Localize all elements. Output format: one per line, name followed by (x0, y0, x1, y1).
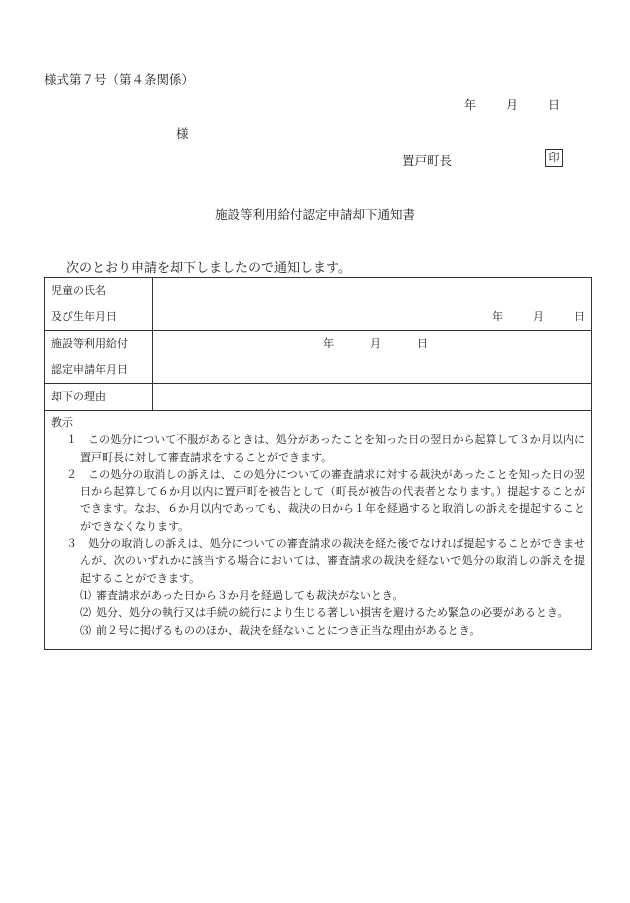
child-value-cell (153, 278, 592, 331)
table-row-reason (45, 384, 592, 411)
date-day-label: 日 (547, 98, 560, 112)
child-label-cell (45, 278, 153, 331)
app-day-label: 日 (417, 337, 428, 350)
reason-label-cell (45, 384, 153, 411)
notes-item-3: ３ 処分の取消しの訴えは、処分についての審査請求の裁決を経た後でなければ提起することができませんが、次のいずれかに該当する場合においては、審査請求の裁決を経ないで処分の取消しの訴えを提起することができます。 (66, 537, 585, 585)
application-label-line2: 認定申請年月日 (51, 363, 128, 376)
date-year-label: 年 (463, 98, 476, 112)
sub-item-text: 前２号に掲げるもののほか、裁決を経ないことにつき正当な理由があるとき。 (96, 623, 481, 637)
application-label-line1: 施設等利用給付 (51, 337, 128, 350)
intro-text: 次のとおり申請を却下しましたので通知します。 (66, 261, 351, 276)
sub-item-mark: ⑶ (80, 623, 91, 637)
sub-item-mark: ⑵ (80, 606, 91, 620)
child-name-label: 児童の氏名 (51, 284, 106, 297)
application-value-cell (153, 331, 592, 384)
app-month-label: 月 (370, 337, 381, 350)
seal-mark: 印 (545, 149, 563, 167)
sub-item-mark: ⑴ (80, 588, 91, 602)
date-month-label: 月 (505, 98, 518, 112)
table-row-child (45, 278, 592, 331)
notes-item-2: ２ この処分の取消しの訴えは、この処分についての審査請求に対する裁決があったことを知った日の翌日から起算して６か月以内に置戸町を被告として（町長が被告の代表者となります。）提起することができます。なお、６か月以内であっても、裁決の日から１年を経過すると取消しの訴えを提起することができなくなります。 (66, 467, 586, 533)
child-dob-label: 及び生年月日 (51, 310, 117, 323)
reason-label: 却下の理由 (51, 390, 106, 403)
addressee-suffix: 様 (176, 126, 189, 141)
sender-name: 置戸町長 (402, 153, 453, 168)
notes-sub-item-1 (51, 587, 585, 604)
child-name-value (153, 278, 591, 304)
notes-sub-item-3 (51, 622, 585, 639)
app-year-label: 年 (323, 337, 334, 350)
reason-value-cell (153, 384, 592, 411)
notes-item-1: １ この処分について不服があるときは、処分があったことを知った日の翌日から起算して３か月以内に置戸町長に対して審査請求をすることができます。 (66, 433, 585, 464)
form-number: 様式第７号（第４条関係） (44, 72, 195, 87)
notes-heading: 教示 (51, 416, 73, 429)
table-row-notes (45, 411, 592, 650)
dob-year-label: 年 (492, 310, 503, 323)
sub-item-text: 審査請求があった日から３か月を経過しても裁決がないとき。 (96, 588, 404, 602)
application-date (153, 331, 591, 357)
dob-day-label: 日 (574, 310, 585, 323)
notes-sub-item-2 (51, 604, 585, 621)
dob-month-label: 月 (533, 310, 544, 323)
document-title: 施設等利用給付認定申請却下通知書 (214, 207, 415, 222)
table-row-application-date (45, 331, 592, 384)
application-table (44, 277, 592, 650)
sub-item-text: 処分、処分の執行又は手続の続行により生じる著しい損害を避けるため緊急の必要があるとき。 (96, 606, 569, 620)
issue-date (464, 96, 560, 113)
application-label-cell (45, 331, 153, 384)
child-dob-date (153, 304, 591, 330)
notes-cell (45, 411, 592, 650)
